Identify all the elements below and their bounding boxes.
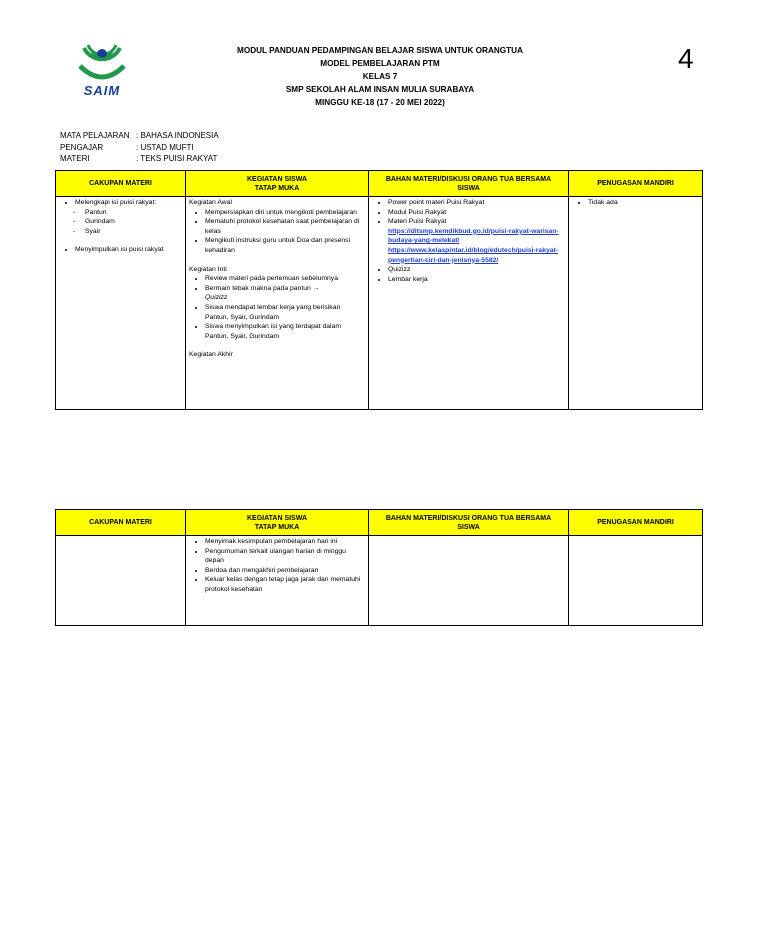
list-item: • Bermain tebak makna pada pantun → Quizizz <box>205 284 365 303</box>
header-class: KELAS 7 <box>362 72 398 81</box>
list-item: • Menyimak kesimpulan pembelajaran hari ini <box>205 537 365 547</box>
list-item: - Syair <box>75 227 182 237</box>
list-item: • Mematuhi protokol kesehatan saat pembelajaran di kelas <box>205 217 365 236</box>
header-kegiatan: KEGIATAN SISWA TATAP MUKA <box>186 171 369 197</box>
header-bahan: BAHAN MATERI/DISKUSI ORANG TUA BERSAMA SISWA <box>369 510 569 536</box>
list-item: - Gurindam <box>75 217 182 227</box>
section-title: Kegiatan Awal <box>189 199 232 206</box>
meta-teacher: PENGAJAR : USTAD MUFTI <box>60 142 194 152</box>
list-item: • Siswa menyimpulkan isi yang terdapat dalam Pantun, Syair, Gurindam <box>205 322 365 341</box>
logo-text: SAIM <box>83 83 121 98</box>
list-item: • Mengikuti instruksi guru untuk Doa dan presensi kehadiran <box>205 236 365 255</box>
header-kegiatan: KEGIATAN SISWA TATAP MUKA <box>186 510 369 536</box>
list-item: • Modul Puisi Rakyat <box>388 208 565 218</box>
list-item: • Keluar kelas dengan tetap jaga jarak dan mematuhi protokol kesehatan <box>205 575 365 594</box>
header-cakupan: CAKUPAN MATERI <box>56 171 186 197</box>
list-item: • Quizizz <box>388 265 565 275</box>
document-header <box>150 44 610 109</box>
header-school: SMP SEKOLAH ALAM INSAN MULIA SURABAYA <box>285 85 475 94</box>
link-ditsmp[interactable]: https://ditsmp.kemdikbud.go.id/puisi-rakyat-warisan-budaya-yang-melekat/ <box>388 227 559 245</box>
list-item: • Tidak ada <box>588 198 699 208</box>
header-penugasan: PENUGASAN MANDIRI <box>569 510 703 536</box>
cell-kegiatan <box>186 197 369 410</box>
list-item: • Review materi pada pertemuan sebelumnya <box>205 274 365 284</box>
link-kelaspintar[interactable]: https://www.kelaspintar.id/blog/edutech/puisi-rakyat-pengertian-ciri-dan-jenisnya-5582/ <box>388 246 559 264</box>
list-item: • Pengumuman terkait ulangan harian di minggu depan <box>205 547 365 566</box>
list-item: • Siswa mendapat lembar kerja yang berisikan Pantun, Syair, Gurindam <box>205 303 365 322</box>
list-item: • Materi Puisi Rakyat https://ditsmp.kemdikbud.go.id/puisi-rakyat-warisan-budaya-yang-melekat/ https://www.kelaspintar.id/blog/edutech/puisi-rakyat-pengertian-ciri-dan-jenisnya-5582/ <box>388 217 565 265</box>
list-item: - Pantun <box>75 208 182 218</box>
table-header-row <box>56 171 703 197</box>
meta-material: MATERI : TEKS PUISI RAKYAT <box>60 154 218 163</box>
cell-cakupan <box>56 197 186 410</box>
lesson-table-1 <box>55 170 703 410</box>
cell-bahan <box>369 197 569 410</box>
page-number: 4 <box>678 43 694 74</box>
table-header-row <box>56 510 703 536</box>
header-bahan: BAHAN MATERI/DISKUSI ORANG TUA BERSAMA SISWA <box>369 171 569 197</box>
list-item: • Power point materi Puisi Rakyat <box>388 198 565 208</box>
list-item: • Melengkapi isi puisi rakyat: <box>75 198 182 208</box>
cell-penugasan <box>569 197 703 410</box>
table-row <box>56 197 703 410</box>
header-penugasan: PENUGASAN MANDIRI <box>569 171 703 197</box>
header-cakupan: CAKUPAN MATERI <box>56 510 186 536</box>
cell-kegiatan <box>186 536 369 626</box>
meta-subject: MATA PELAJARAN : BAHASA INDONESIA <box>60 131 219 140</box>
table-row <box>56 536 703 626</box>
header-model: MODEL PEMBELAJARAN PTM <box>320 59 440 68</box>
list-item: • Lembar kerja <box>388 275 565 285</box>
list-item: • Berdoa dan mengakhiri pembelajaran <box>205 566 365 576</box>
cell-cakupan <box>56 536 186 626</box>
list-item: • Mempersiapkan diri untuk mengikuti pembelajaran <box>205 208 365 218</box>
cell-bahan <box>369 536 569 626</box>
cell-penugasan <box>569 536 703 626</box>
section-title: Kegiatan Akhir <box>189 351 233 359</box>
header-title: MODUL PANDUAN PEDAMPINGAN BELAJAR SISWA UNTUK ORANGTUA <box>237 46 523 55</box>
lesson-table-2 <box>55 509 703 626</box>
list-item: • Menyimpulkan isi puisi rakyat <box>75 245 182 255</box>
meta-info <box>60 130 219 165</box>
header-week: MINGGU KE-18 (17 - 20 MEI 2022) <box>315 98 445 107</box>
section-title: Kegiatan Inti <box>189 265 227 273</box>
